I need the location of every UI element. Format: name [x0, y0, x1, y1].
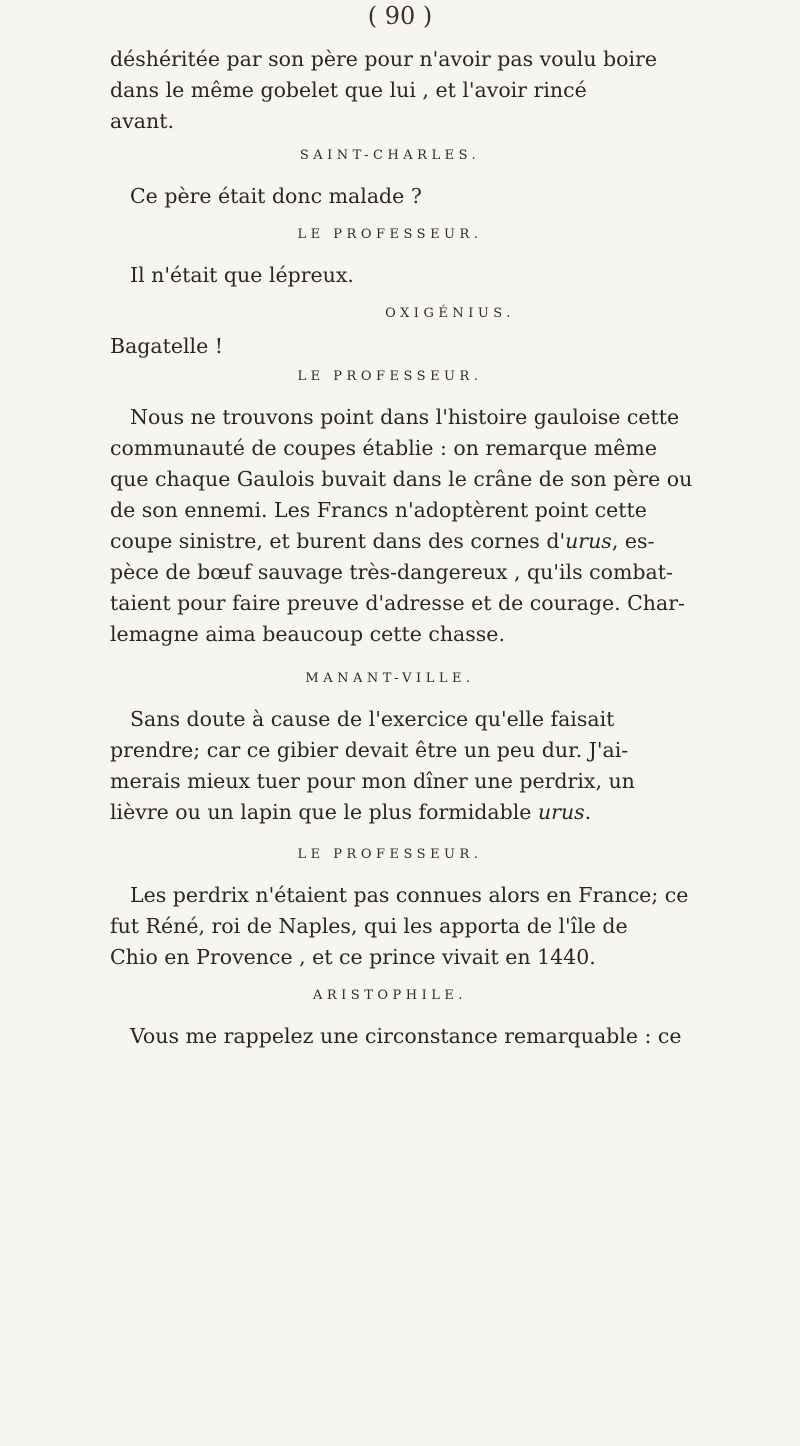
speaker-name: SAINT-CHARLES.	[299, 148, 481, 163]
text-line	[110, 797, 670, 828]
text-line: que chaque Gaulois buvait dans le crâne de son père ou	[110, 467, 693, 491]
text-line: merais mieux tuer pour mon dîner une perdrix, un	[110, 769, 635, 793]
text-line: Chio en Provence , et ce prince vivait en 1440.	[110, 945, 596, 969]
text-line: prendre; car ce gibier devait être un peu dur. J'ai-	[110, 738, 629, 762]
text-line: Les perdrix n'étaient pas connues alors en France; ce	[130, 883, 689, 907]
text-line: taient pour faire preuve d'adresse et de courage. Char-	[110, 591, 685, 615]
speaker-name: MANANT-VILLE.	[305, 671, 475, 686]
text-line: fut Réné, roi de Naples, qui les apporta de l'île de	[110, 914, 628, 938]
text-line: Ce père était donc malade ?	[130, 184, 422, 208]
speaker-name: OXIGÉNIUS.	[385, 306, 515, 321]
line-text: déshéritée par son père pour n'avoir pas voulu boire	[110, 47, 658, 71]
line-text: .	[584, 800, 592, 824]
speaker-name: ARISTOPHILE.	[312, 988, 468, 1003]
text-line: Sans doute à cause de l'exercice qu'elle faisait	[130, 707, 615, 731]
text-line: dans le même gobelet que lui , et l'avoir rincé	[110, 78, 587, 102]
text-line: Il n'était que lépreux.	[130, 263, 354, 287]
text-line: pèce de bœuf sauvage très-dangereux , qu'ils combat-	[110, 560, 673, 584]
text-line: Vous me rappelez une circonstance remarquable : ce	[130, 1024, 682, 1048]
speaker-name: LE PROFESSEUR.	[297, 227, 483, 242]
speaker-name: LE PROFESSEUR.	[297, 369, 483, 384]
page-number: ( 90 )	[367, 2, 433, 30]
line-text: coupe sinistre, et burent dans des cornes d'	[110, 529, 566, 553]
line-text: lièvre ou un lapin que le plus formidable	[110, 800, 538, 824]
text-line: de son ennemi. Les Francs n'adoptèrent point cette	[110, 498, 647, 522]
page-text	[110, 44, 693, 1052]
text-line: Bagatelle !	[110, 334, 224, 358]
text-line	[110, 526, 670, 557]
italic-term: urus	[537, 800, 585, 824]
text-line: avant.	[110, 109, 174, 133]
text-line: lemagne aima beaucoup cette chasse.	[110, 622, 505, 646]
text-line: Nous ne trouvons point dans l'histoire gauloise cette	[130, 405, 680, 429]
line-text: , es-	[611, 529, 655, 553]
text-line	[110, 44, 670, 75]
text-line: communauté de coupes établie : on remarque même	[110, 436, 657, 460]
speaker-name: LE PROFESSEUR.	[297, 847, 483, 862]
italic-term: urus	[565, 529, 612, 553]
